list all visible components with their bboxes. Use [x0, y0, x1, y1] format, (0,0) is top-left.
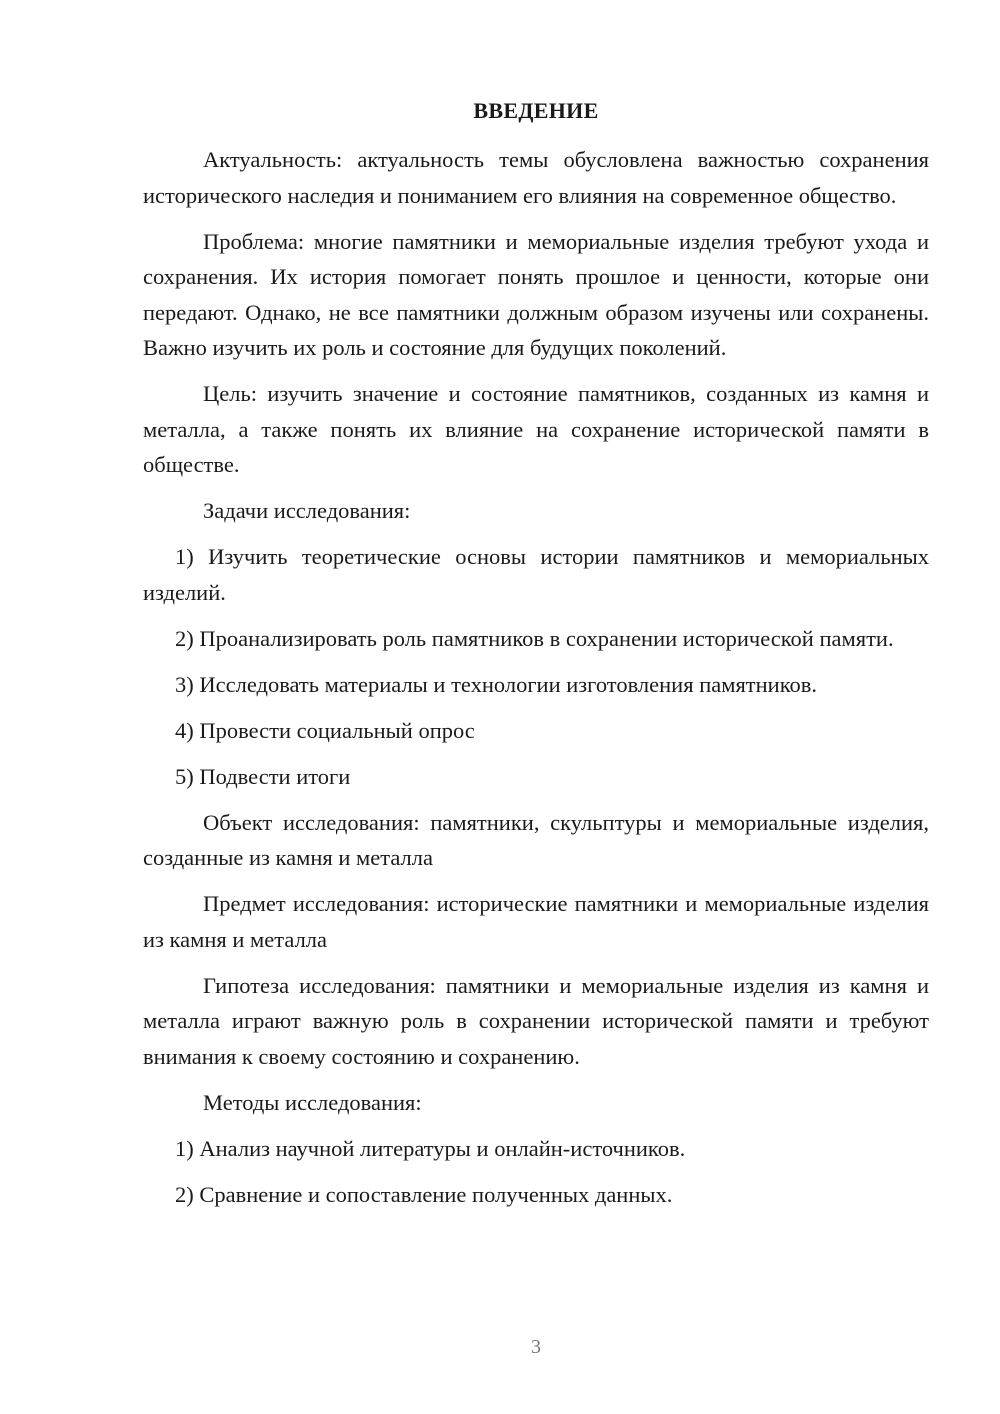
goal-paragraph: Цель: изучить значение и состояние памятников, созданных из камня и металла, а также понять их влияние на сохранение исторической памяти в обществе.: [143, 381, 929, 477]
methods-title: Методы исследования:: [203, 1089, 422, 1115]
tasks-title: Задачи исследования:: [203, 498, 411, 523]
hypothesis-paragraph: Гипотеза исследования: памятники и мемориальные изделия из камня и металла играют важную роль в сохранении исторической памяти и требуют внимания к своему состоянию и сохранению.: [143, 972, 929, 1069]
task-item: 1) Изучить теоретические основы истории памятников и мемориальных изделий.: [143, 544, 929, 605]
method-item: 2) Сравнение и сопоставление полученных данных.: [175, 1181, 673, 1207]
task-item: 2) Проанализировать роль памятников в сохранении исторической памяти.: [175, 625, 894, 651]
method-item: 1) Анализ научной литературы и онлайн-источников.: [175, 1135, 686, 1161]
problem-paragraph: Проблема: многие памятники и мемориальные изделия требуют ухода и сохранения. Их история помогает понять прошлое и ценности, которые они передают. Однако, не все памятники должным образом изучены или сохранены. Важно изучить их роль и состояние для будущих поколений.: [143, 228, 929, 360]
task-item: 5) Подвести итоги: [175, 763, 351, 789]
relevance-paragraph: Актуальность: актуальность темы обусловлена важностью сохранения исторического наследия и пониманием его влияния на современное общество.: [143, 147, 929, 208]
task-item: 4) Провести социальный опрос: [175, 717, 475, 743]
document-page: [143, 0, 929, 1414]
task-item: 3) Исследовать материалы и технологии изготовления памятников.: [175, 671, 818, 697]
section-heading: ВВЕДЕНИЕ: [473, 98, 599, 123]
page-number: 3: [531, 1336, 541, 1358]
document-body: [143, 142, 929, 1223]
subject-paragraph: Предмет исследования: исторические памятники и мемориальные изделия из камня и металла: [143, 891, 929, 952]
object-paragraph: Объект исследования: памятники, скульптуры и мемориальные изделия, созданные из камня и металла: [143, 809, 929, 870]
